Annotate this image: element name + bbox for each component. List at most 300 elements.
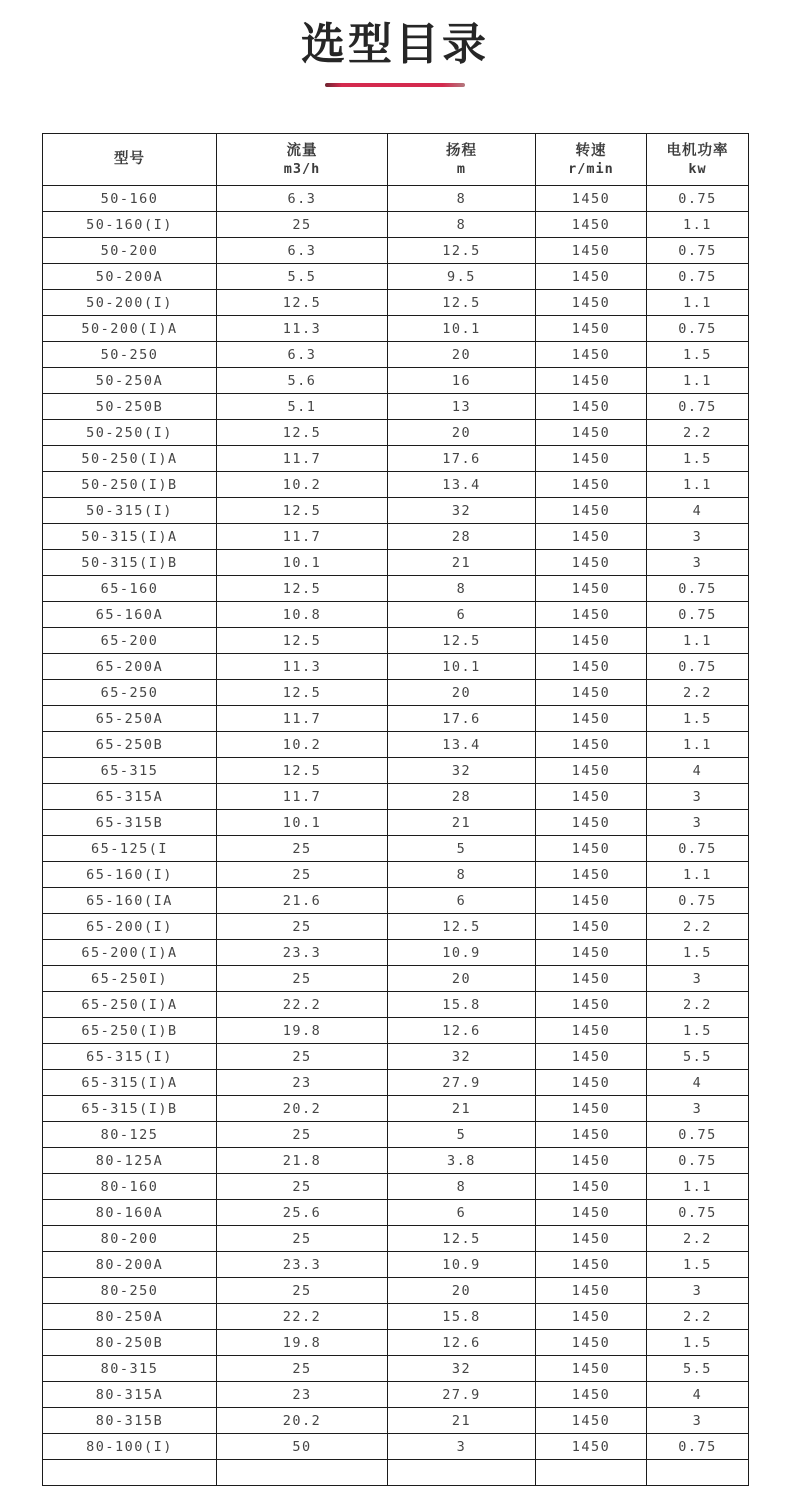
- cell-flow: 25: [217, 212, 388, 238]
- cell-speed: 1450: [536, 810, 647, 836]
- cell-speed: 1450: [536, 550, 647, 576]
- cell-head: 12.6: [388, 1330, 536, 1356]
- cell-speed: 1450: [536, 1304, 647, 1330]
- col-header-head-unit: m: [456, 160, 467, 177]
- cell-flow: 11.7: [217, 706, 388, 732]
- cell-speed: 1450: [536, 836, 647, 862]
- cell-flow: 5.5: [217, 264, 388, 290]
- table-body: [43, 186, 749, 1460]
- col-header-power-unit: kw: [688, 160, 707, 177]
- table-row: [43, 888, 749, 914]
- cell-head: 15.8: [388, 992, 536, 1018]
- cell-model: 50-200(I)A: [43, 316, 217, 342]
- cell-head: 8: [388, 862, 536, 888]
- cell-model: 80-160: [43, 1174, 217, 1200]
- cell-power: 2.2: [647, 680, 749, 706]
- cell-head: [388, 1460, 536, 1486]
- cell-model: 65-250B: [43, 732, 217, 758]
- cell-flow: 25: [217, 1044, 388, 1070]
- table-row: [43, 1122, 749, 1148]
- cell-flow: 10.2: [217, 472, 388, 498]
- cell-head: 16: [388, 368, 536, 394]
- cell-flow: 6.3: [217, 238, 388, 264]
- table-row: [43, 446, 749, 472]
- table-row: [43, 914, 749, 940]
- cell-model: 80-250A: [43, 1304, 217, 1330]
- col-header-flow-label: 流量: [286, 142, 318, 159]
- cell-power: 4: [647, 1382, 749, 1408]
- table-row: [43, 784, 749, 810]
- cell-flow: 6.3: [217, 342, 388, 368]
- cell-power: 2.2: [647, 1304, 749, 1330]
- table-row: [43, 706, 749, 732]
- cell-flow: 23.3: [217, 940, 388, 966]
- cell-head: 17.6: [388, 446, 536, 472]
- col-header-model-label: 型号: [114, 151, 145, 167]
- cell-head: 12.5: [388, 238, 536, 264]
- cell-speed: 1450: [536, 992, 647, 1018]
- cell-speed: 1450: [536, 966, 647, 992]
- cell-flow: 21.6: [217, 888, 388, 914]
- cell-head: 20: [388, 342, 536, 368]
- cell-model: 65-250: [43, 680, 217, 706]
- cell-flow: 11.7: [217, 524, 388, 550]
- cell-power: 1.5: [647, 706, 749, 732]
- cell-flow: 12.5: [217, 680, 388, 706]
- cell-model: 65-200: [43, 628, 217, 654]
- table-row: [43, 1252, 749, 1278]
- cell-power: 1.5: [647, 1330, 749, 1356]
- table-row: [43, 1382, 749, 1408]
- cell-model: 65-315(I)B: [43, 1096, 217, 1122]
- cell-flow: 10.1: [217, 810, 388, 836]
- cell-speed: 1450: [536, 212, 647, 238]
- cell-speed: 1450: [536, 1408, 647, 1434]
- table-row: [43, 1096, 749, 1122]
- cell-flow: 10.1: [217, 550, 388, 576]
- cell-head: 10.1: [388, 654, 536, 680]
- cell-speed: 1450: [536, 1096, 647, 1122]
- cell-model: 80-315: [43, 1356, 217, 1382]
- cell-power: 3: [647, 550, 749, 576]
- cell-head: 13: [388, 394, 536, 420]
- cell-head: 21: [388, 1096, 536, 1122]
- cell-power: [647, 1460, 749, 1486]
- cell-model: 80-100(I): [43, 1434, 217, 1460]
- cell-model: 80-125: [43, 1122, 217, 1148]
- cell-power: 1.1: [647, 628, 749, 654]
- table-row: [43, 238, 749, 264]
- cell-speed: 1450: [536, 784, 647, 810]
- cell-power: 5.5: [647, 1044, 749, 1070]
- table-row: [43, 628, 749, 654]
- title-underline-accent: [325, 83, 465, 87]
- cell-power: 0.75: [647, 576, 749, 602]
- cell-speed: 1450: [536, 1018, 647, 1044]
- cell-head: 28: [388, 784, 536, 810]
- table-row: [43, 264, 749, 290]
- cell-model: 50-315(I)B: [43, 550, 217, 576]
- cell-flow: 11.7: [217, 446, 388, 472]
- cell-speed: 1450: [536, 732, 647, 758]
- cell-model: 50-315(I)A: [43, 524, 217, 550]
- cell-flow: 23.3: [217, 1252, 388, 1278]
- cell-power: 0.75: [647, 602, 749, 628]
- cell-flow: 12.5: [217, 498, 388, 524]
- cell-model: 65-160: [43, 576, 217, 602]
- cell-head: 8: [388, 1174, 536, 1200]
- cell-speed: 1450: [536, 342, 647, 368]
- cell-speed: 1450: [536, 1044, 647, 1070]
- cell-speed: 1450: [536, 1356, 647, 1382]
- table-row: [43, 1200, 749, 1226]
- table-row: [43, 1044, 749, 1070]
- table-row: [43, 186, 749, 212]
- cell-head: 21: [388, 810, 536, 836]
- page-title: 选型目录: [301, 20, 489, 69]
- table-row: [43, 1356, 749, 1382]
- table-header-row: [43, 134, 749, 186]
- cell-model: 80-200: [43, 1226, 217, 1252]
- cell-model: 80-250: [43, 1278, 217, 1304]
- cell-flow: 25: [217, 1278, 388, 1304]
- cell-head: 8: [388, 576, 536, 602]
- cell-head: 32: [388, 758, 536, 784]
- cell-power: 1.1: [647, 212, 749, 238]
- cell-head: 3: [388, 1434, 536, 1460]
- table-row: [43, 498, 749, 524]
- table-row: [43, 992, 749, 1018]
- cell-speed: 1450: [536, 706, 647, 732]
- cell-speed: 1450: [536, 1382, 647, 1408]
- cell-model: 80-200A: [43, 1252, 217, 1278]
- cell-model: 65-315: [43, 758, 217, 784]
- cell-model: 65-250(I)B: [43, 1018, 217, 1044]
- cell-speed: 1450: [536, 368, 647, 394]
- cell-power: 0.75: [647, 238, 749, 264]
- table-row: [43, 810, 749, 836]
- table-row: [43, 1434, 749, 1460]
- cell-head: 5: [388, 836, 536, 862]
- cell-speed: 1450: [536, 1330, 647, 1356]
- cell-speed: 1450: [536, 914, 647, 940]
- cell-model: 80-250B: [43, 1330, 217, 1356]
- cell-head: 32: [388, 498, 536, 524]
- cell-speed: 1450: [536, 1252, 647, 1278]
- table-row: [43, 966, 749, 992]
- cell-power: 3: [647, 810, 749, 836]
- cell-head: 6: [388, 602, 536, 628]
- cell-power: 0.75: [647, 1200, 749, 1226]
- cell-flow: 25: [217, 1356, 388, 1382]
- cell-model: 65-160(I): [43, 862, 217, 888]
- cell-speed: [536, 1460, 647, 1486]
- cell-model: 50-250: [43, 342, 217, 368]
- cell-flow: 19.8: [217, 1018, 388, 1044]
- cell-flow: 5.1: [217, 394, 388, 420]
- cell-flow: 12.5: [217, 758, 388, 784]
- cell-model: 80-315B: [43, 1408, 217, 1434]
- cell-model: 50-250(I): [43, 420, 217, 446]
- cell-flow: 25: [217, 1174, 388, 1200]
- cell-model: 65-250I): [43, 966, 217, 992]
- cell-flow: 25: [217, 1122, 388, 1148]
- cell-power: 3: [647, 966, 749, 992]
- cell-flow: 10.8: [217, 602, 388, 628]
- cell-power: 2.2: [647, 1226, 749, 1252]
- cell-flow: 20.2: [217, 1096, 388, 1122]
- cell-flow: 6.3: [217, 186, 388, 212]
- table-row: [43, 1278, 749, 1304]
- cell-power: 0.75: [647, 1148, 749, 1174]
- cell-flow: 25.6: [217, 1200, 388, 1226]
- table-row: [43, 1174, 749, 1200]
- cell-speed: 1450: [536, 290, 647, 316]
- col-header-head-label: 扬程: [446, 142, 477, 159]
- cell-power: 2.2: [647, 992, 749, 1018]
- cell-power: 0.75: [647, 1122, 749, 1148]
- cell-flow: 10.2: [217, 732, 388, 758]
- cell-flow: 22.2: [217, 992, 388, 1018]
- cell-head: 3.8: [388, 1148, 536, 1174]
- cell-power: 3: [647, 1096, 749, 1122]
- cell-head: 15.8: [388, 1304, 536, 1330]
- cell-power: 1.5: [647, 1018, 749, 1044]
- table-row: [43, 654, 749, 680]
- cell-power: 4: [647, 498, 749, 524]
- cell-head: 5: [388, 1122, 536, 1148]
- cell-model: 65-125(I: [43, 836, 217, 862]
- cell-head: 27.9: [388, 1382, 536, 1408]
- cell-power: 5.5: [647, 1356, 749, 1382]
- cell-model: 50-250A: [43, 368, 217, 394]
- cell-model: [43, 1460, 217, 1486]
- cell-speed: 1450: [536, 420, 647, 446]
- cell-speed: 1450: [536, 1070, 647, 1096]
- cell-head: 8: [388, 186, 536, 212]
- cell-flow: 25: [217, 1226, 388, 1252]
- cell-model: 65-200(I): [43, 914, 217, 940]
- cell-head: 12.6: [388, 1018, 536, 1044]
- cell-flow: 25: [217, 966, 388, 992]
- cell-head: 20: [388, 966, 536, 992]
- table-row: [43, 290, 749, 316]
- cell-head: 12.5: [388, 914, 536, 940]
- cell-power: 0.75: [647, 316, 749, 342]
- table-row: [43, 758, 749, 784]
- table-row: [43, 1070, 749, 1096]
- cell-head: 6: [388, 888, 536, 914]
- table-row: [43, 1304, 749, 1330]
- cell-model: 65-250(I)A: [43, 992, 217, 1018]
- cell-head: 10.9: [388, 1252, 536, 1278]
- cell-model: 80-160A: [43, 1200, 217, 1226]
- selection-catalog-table: [42, 133, 749, 1486]
- cell-head: 13.4: [388, 732, 536, 758]
- table-row-partial: [43, 1460, 749, 1486]
- cell-model: 65-200A: [43, 654, 217, 680]
- cell-head: 10.9: [388, 940, 536, 966]
- cell-power: 1.5: [647, 940, 749, 966]
- table-row: [43, 472, 749, 498]
- cell-head: 20: [388, 420, 536, 446]
- cell-head: 12.5: [388, 290, 536, 316]
- table-row: [43, 212, 749, 238]
- cell-speed: 1450: [536, 680, 647, 706]
- col-header-speed: [536, 134, 647, 186]
- table-row: [43, 862, 749, 888]
- cell-model: 65-315(I)A: [43, 1070, 217, 1096]
- cell-speed: 1450: [536, 1434, 647, 1460]
- table-row: [43, 420, 749, 446]
- cell-power: 1.1: [647, 732, 749, 758]
- cell-model: 50-250(I)B: [43, 472, 217, 498]
- table-row: [43, 550, 749, 576]
- cell-head: 21: [388, 550, 536, 576]
- cell-head: 8: [388, 212, 536, 238]
- cell-speed: 1450: [536, 186, 647, 212]
- cell-power: 1.5: [647, 446, 749, 472]
- cell-power: 1.5: [647, 342, 749, 368]
- cell-flow: 11.3: [217, 316, 388, 342]
- cell-head: 27.9: [388, 1070, 536, 1096]
- cell-power: 1.1: [647, 862, 749, 888]
- table-row: [43, 342, 749, 368]
- cell-flow: 20.2: [217, 1408, 388, 1434]
- cell-flow: 12.5: [217, 290, 388, 316]
- cell-head: 32: [388, 1044, 536, 1070]
- cell-flow: 50: [217, 1434, 388, 1460]
- cell-model: 80-125A: [43, 1148, 217, 1174]
- col-header-power-label: 电机功率: [666, 142, 729, 159]
- cell-power: 0.75: [647, 836, 749, 862]
- cell-flow: 11.7: [217, 784, 388, 810]
- col-header-head: [388, 134, 536, 186]
- cell-model: 50-250B: [43, 394, 217, 420]
- cell-speed: 1450: [536, 576, 647, 602]
- cell-power: 3: [647, 524, 749, 550]
- cell-power: 1.1: [647, 290, 749, 316]
- table-row: [43, 1148, 749, 1174]
- table-row: [43, 940, 749, 966]
- table-row: [43, 680, 749, 706]
- table-row: [43, 368, 749, 394]
- cell-speed: 1450: [536, 654, 647, 680]
- cell-power: 0.75: [647, 394, 749, 420]
- col-header-model: [43, 134, 217, 186]
- cell-model: 50-160: [43, 186, 217, 212]
- cell-power: 0.75: [647, 186, 749, 212]
- cell-model: 50-160(I): [43, 212, 217, 238]
- col-header-power: [647, 134, 749, 186]
- cell-flow: 12.5: [217, 420, 388, 446]
- cell-head: 21: [388, 1408, 536, 1434]
- cell-model: 50-250(I)A: [43, 446, 217, 472]
- cell-power: 3: [647, 1278, 749, 1304]
- cell-flow: 11.3: [217, 654, 388, 680]
- col-header-flow: [217, 134, 388, 186]
- cell-head: 12.5: [388, 1226, 536, 1252]
- table-partial-row-cutoff: [43, 1460, 749, 1486]
- cell-model: 65-200(I)A: [43, 940, 217, 966]
- table-row: [43, 602, 749, 628]
- cell-model: 50-200(I): [43, 290, 217, 316]
- cell-speed: 1450: [536, 940, 647, 966]
- cell-speed: 1450: [536, 264, 647, 290]
- cell-flow: 25: [217, 836, 388, 862]
- cell-power: 3: [647, 1408, 749, 1434]
- cell-model: 50-200A: [43, 264, 217, 290]
- cell-head: 10.1: [388, 316, 536, 342]
- cell-speed: 1450: [536, 472, 647, 498]
- cell-model: 65-160(IA: [43, 888, 217, 914]
- cell-head: 9.5: [388, 264, 536, 290]
- cell-speed: 1450: [536, 1226, 647, 1252]
- table-row: [43, 576, 749, 602]
- cell-head: 17.6: [388, 706, 536, 732]
- cell-power: 1.1: [647, 472, 749, 498]
- cell-head: 32: [388, 1356, 536, 1382]
- cell-speed: 1450: [536, 1174, 647, 1200]
- cell-power: 2.2: [647, 420, 749, 446]
- cell-model: 50-315(I): [43, 498, 217, 524]
- cell-flow: 22.2: [217, 1304, 388, 1330]
- col-header-speed-label: 转速: [575, 142, 607, 159]
- cell-flow: [217, 1460, 388, 1486]
- cell-power: 0.75: [647, 264, 749, 290]
- cell-flow: 21.8: [217, 1148, 388, 1174]
- cell-speed: 1450: [536, 862, 647, 888]
- cell-flow: 25: [217, 862, 388, 888]
- col-header-flow-unit: m3/h: [283, 160, 321, 177]
- cell-flow: 19.8: [217, 1330, 388, 1356]
- cell-speed: 1450: [536, 316, 647, 342]
- table-row: [43, 524, 749, 550]
- cell-flow: 12.5: [217, 576, 388, 602]
- cell-model: 65-160A: [43, 602, 217, 628]
- cell-model: 65-250A: [43, 706, 217, 732]
- table-row: [43, 1018, 749, 1044]
- cell-power: 0.75: [647, 654, 749, 680]
- cell-flow: 12.5: [217, 628, 388, 654]
- cell-speed: 1450: [536, 394, 647, 420]
- cell-speed: 1450: [536, 498, 647, 524]
- cell-power: 4: [647, 1070, 749, 1096]
- cell-speed: 1450: [536, 628, 647, 654]
- col-header-speed-unit: r/min: [568, 160, 614, 177]
- cell-flow: 5.6: [217, 368, 388, 394]
- catalog-page: [0, 18, 790, 1486]
- cell-speed: 1450: [536, 1200, 647, 1226]
- cell-power: 0.75: [647, 888, 749, 914]
- table-row: [43, 732, 749, 758]
- cell-head: 20: [388, 680, 536, 706]
- cell-speed: 1450: [536, 238, 647, 264]
- cell-model: 50-200: [43, 238, 217, 264]
- cell-speed: 1450: [536, 1148, 647, 1174]
- cell-speed: 1450: [536, 446, 647, 472]
- cell-speed: 1450: [536, 524, 647, 550]
- cell-speed: 1450: [536, 888, 647, 914]
- cell-power: 0.75: [647, 1434, 749, 1460]
- table-row: [43, 316, 749, 342]
- cell-model: 80-315A: [43, 1382, 217, 1408]
- table-row: [43, 394, 749, 420]
- cell-power: 2.2: [647, 914, 749, 940]
- cell-speed: 1450: [536, 602, 647, 628]
- cell-power: 3: [647, 784, 749, 810]
- cell-power: 4: [647, 758, 749, 784]
